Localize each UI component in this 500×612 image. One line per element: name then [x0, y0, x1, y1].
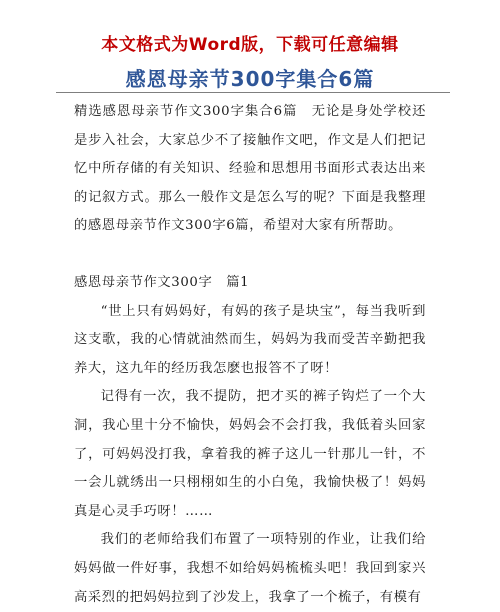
body-paragraph: 记得有一次，我不提防，把才买的裤子钩烂了一个大洞，我心里十分不愉快，妈妈会不会打我，我低着头回家了，可妈妈没打我，拿着我的裤子这儿一针那儿一针，不一会儿就绣出一只栩栩如生的小白兔，我愉快极了！妈妈真是心灵手巧呀！……	[74, 389, 426, 519]
section-heading: 感恩母亲节作文300字 篇1	[74, 274, 250, 290]
title-divider	[56, 92, 450, 93]
editable-notice: 本文格式为Word版，下载可任意编辑	[101, 35, 399, 55]
document-body	[74, 98, 426, 612]
document-title: 感恩母亲节300字集合6篇	[125, 67, 375, 91]
intro-paragraph: 精选感恩母亲节作文300字集合6篇 无论是身处学校还是步入社会，大家总少不了接触作文吧，作文是人们把记忆中所存储的有关知识、经验和思想用书面形式表达出来的记叙方式。那么一般作文是怎么写的呢？下面是我整理的感恩母亲节作文300字6篇，希望对大家有所帮助。	[74, 104, 426, 234]
paragraph-gap	[74, 241, 426, 269]
body-paragraph: “世上只有妈妈好，有妈的孩子是块宝”，每当我听到这支歌，我的心情就油然而生，妈妈为我而受苦辛勤把我养大，这九年的经历我怎麽也报答不了呀！	[74, 303, 426, 376]
body-paragraph: 我们的老师给我们布置了一项特别的作业，让我们给妈妈做一件好事，我想不如给妈妈梳梳头吧！我回到家兴高采烈的把妈妈拉到了沙发上，我拿了一个梳子，有模有	[74, 532, 426, 605]
